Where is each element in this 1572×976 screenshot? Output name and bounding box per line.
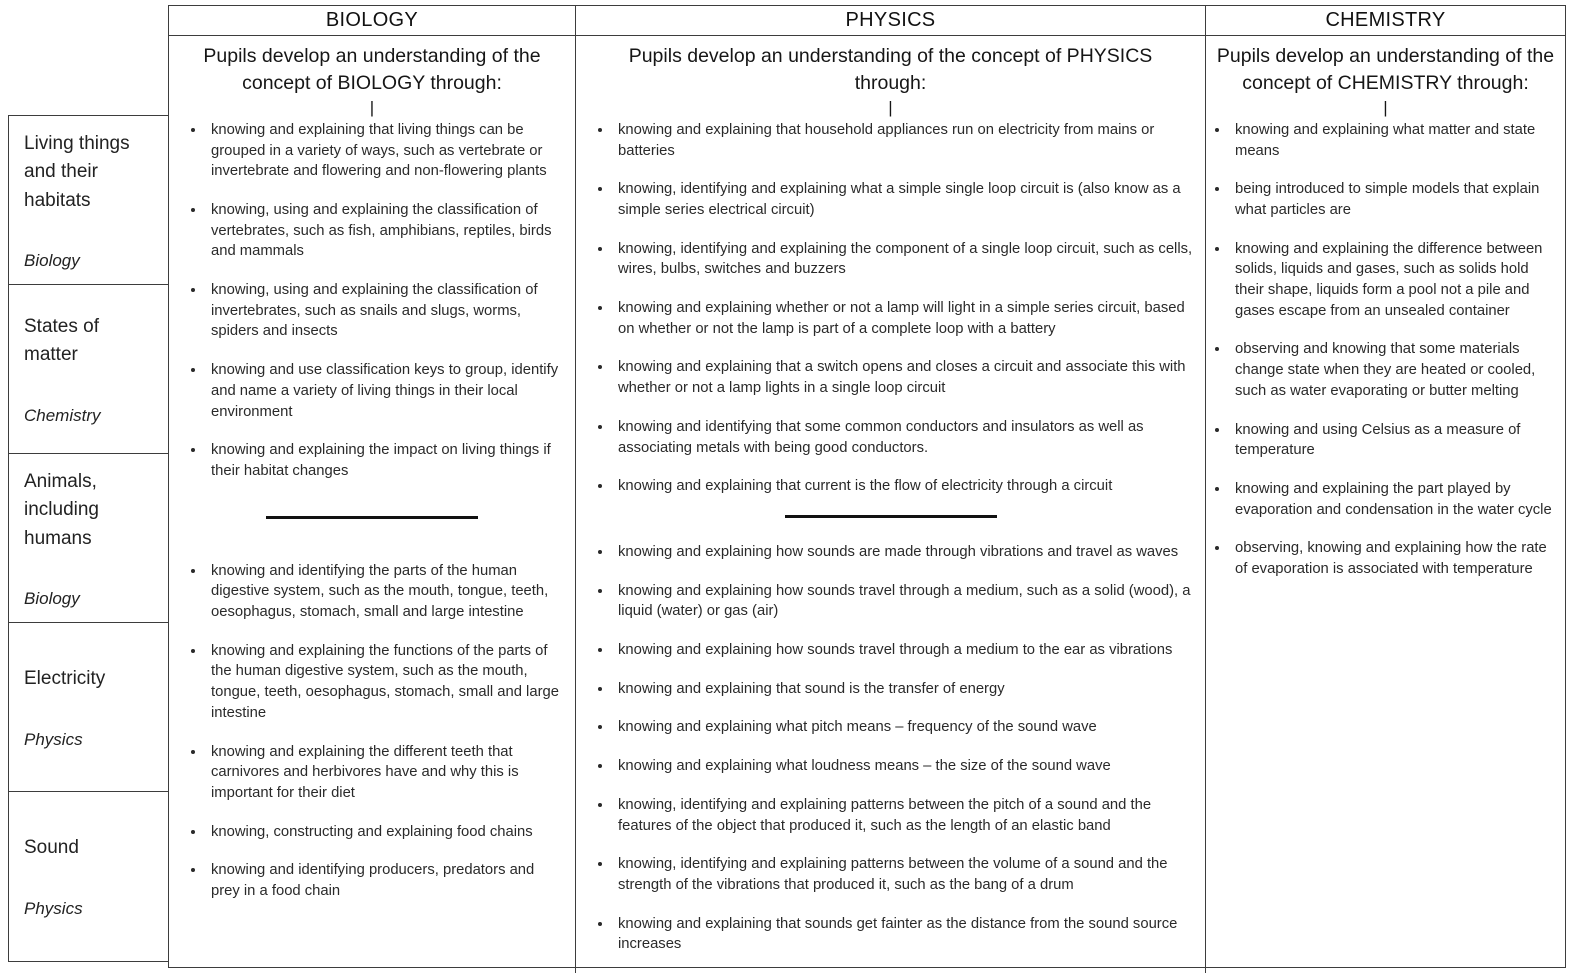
- bullet-item: • knowing and explaining how sounds travel through a medium to the ear as vibrations: [613, 640, 1193, 661]
- section-divider: [785, 515, 997, 518]
- column-biology: [169, 6, 575, 973]
- bullet-item: • knowing and explaining the part played by evaporation and condensation in the water cycle: [1230, 479, 1553, 520]
- bullet-item: • knowing and using Celsius as a measure of temperature: [1230, 420, 1553, 461]
- bullet-item: • knowing and explaining that sound is the transfer of energy: [613, 679, 1193, 700]
- bullet-item: • knowing and explaining the functions of the parts of the human digestive system, such as the mouth, tongue, teeth, oesophagus, stomach, small and large intestine: [206, 641, 563, 724]
- topic-title: Living things and their habitats: [24, 132, 130, 211]
- topic-box-electricity: [8, 622, 169, 793]
- topic-box-living-things: [8, 115, 169, 286]
- column-physics: [575, 6, 1205, 973]
- connector-bar: |: [888, 97, 893, 117]
- bullet-item: • knowing and explaining whether or not a lamp will light in a simple series circuit, based on whether or not the lamp is part of a complete loop with a battery: [613, 298, 1193, 339]
- bullet-item: • knowing and explaining that sounds get fainter as the distance from the sound source increases: [613, 914, 1193, 955]
- bullet-item: • knowing, identifying and explaining the component of a single loop circuit, such as cells, wires, bulbs, switches and buzzers: [613, 239, 1193, 280]
- bullet-item: • knowing and explaining that household appliances run on electricity from mains or batteries: [613, 120, 1193, 161]
- topic-title: Animals, including humans: [24, 470, 99, 549]
- subjects-table: [168, 5, 1566, 968]
- topic-subject: Chemistry: [24, 405, 101, 425]
- bullet-item: • knowing and identifying producers, predators and prey in a food chain: [206, 860, 563, 901]
- topic-title: States of matter: [24, 315, 99, 366]
- section-divider: [266, 516, 478, 519]
- column-body-chemistry: [1206, 36, 1565, 973]
- column-header-biology: BIOLOGY: [169, 6, 575, 36]
- connector-bar: |: [1383, 97, 1388, 117]
- bullet-item: • knowing, identifying and explaining what a simple single loop circuit is (also know as a simple series electrical circuit): [613, 179, 1193, 220]
- connector-bar: |: [369, 97, 375, 117]
- bullet-item: • knowing, using and explaining the classification of vertebrates, such as fish, amphibians, reptiles, birds and mammals: [206, 200, 563, 262]
- bullet-list-biology-top: [179, 120, 565, 482]
- bullet-item: • observing and knowing that some materials change state when they are heated or cooled, such as water evaporating or butter melting: [1230, 339, 1553, 401]
- topic-title: Electricity: [24, 668, 106, 690]
- bullet-item: • knowing, constructing and explaining food chains: [206, 822, 563, 843]
- bullet-list-chemistry: [1216, 120, 1555, 580]
- column-subtitle-biology: Pupils develop an understanding of the concept of BIOLOGY through:: [203, 45, 541, 94]
- bullet-item: • knowing, identifying and explaining patterns between the pitch of a sound and the features of the object that produced it, such as the length of an elastic band: [613, 795, 1193, 836]
- bullet-item: • knowing and explaining what loudness means – the size of the sound wave: [613, 756, 1193, 777]
- topic-sidebar: [8, 115, 169, 962]
- topic-box-animals-humans: [8, 453, 169, 624]
- bullet-list-physics-top: [586, 120, 1195, 497]
- bullet-item: • knowing and explaining that a switch opens and closes a circuit and associate this with whether or not a lamp lights in a single loop circuit: [613, 357, 1193, 398]
- bullet-item: • knowing and explaining how sounds travel through a medium, such as a solid (wood), a liquid (water) or gas (air): [613, 581, 1193, 622]
- topic-subject: Biology: [24, 589, 80, 609]
- bullet-item: • observing, knowing and explaining how the rate of evaporation is associated with temperature: [1230, 538, 1553, 579]
- column-chemistry: [1205, 6, 1565, 973]
- bullet-item: • knowing, using and explaining the classification of invertebrates, such as snails and slugs, worms, spiders and insects: [206, 280, 563, 342]
- bullet-item: • being introduced to simple models that explain what particles are: [1230, 179, 1553, 220]
- bullet-item: • knowing and explaining how sounds are made through vibrations and travel as waves: [613, 542, 1193, 563]
- bullet-list-biology-bottom: [179, 561, 565, 902]
- bullet-item: • knowing and explaining what matter and state means: [1230, 120, 1553, 161]
- column-header-physics: PHYSICS: [576, 6, 1205, 36]
- topic-box-states-of-matter: [8, 284, 169, 455]
- bullet-item: • knowing and explaining that current is the flow of electricity through a circuit: [613, 476, 1193, 497]
- topic-subject: Biology: [24, 251, 80, 271]
- column-header-chemistry: CHEMISTRY: [1206, 6, 1565, 36]
- column-body-biology: [169, 36, 575, 973]
- topic-title: Sound: [24, 837, 79, 859]
- bullet-item: • knowing and explaining the impact on living things if their habitat changes: [206, 440, 563, 481]
- bullet-item: • knowing and explaining the different teeth that carnivores and herbivores have and why this is important for their diet: [206, 742, 563, 804]
- bullet-item: • knowing and explaining what pitch means – frequency of the sound wave: [613, 717, 1193, 738]
- bullet-item: • knowing and explaining the difference between solids, liquids and gases, such as solids hold their shape, liquids form a pool not a pile and gases escape from an unsealed container: [1230, 239, 1553, 322]
- bullet-item: • knowing and identifying that some common conductors and insulators as well as associating metals with being good conductors.: [613, 417, 1193, 458]
- bullet-item: • knowing, identifying and explaining patterns between the volume of a sound and the strength of the vibrations that produced it, such as the bang of a drum: [613, 854, 1193, 895]
- bullet-list-physics-bottom: [586, 542, 1195, 955]
- bullet-item: • knowing and explaining that living things can be grouped in a variety of ways, such as vertebrate or invertebrate and flowering and non-flowering plants: [206, 120, 563, 182]
- column-body-physics: [576, 36, 1205, 973]
- topic-subject: Physics: [24, 898, 83, 918]
- column-subtitle-chemistry: Pupils develop an understanding of the concept of CHEMISTRY through:: [1216, 45, 1555, 94]
- topic-subject: Physics: [24, 729, 83, 749]
- topic-box-sound: [8, 791, 169, 962]
- column-subtitle-physics: Pupils develop an understanding of the concept of PHYSICS through:: [628, 45, 1153, 94]
- bullet-item: • knowing and use classification keys to group, identify and name a variety of living things in their local environment: [206, 360, 563, 422]
- bullet-item: • knowing and identifying the parts of the human digestive system, such as the mouth, tongue, teeth, oesophagus, stomach, small and large intestine: [206, 561, 563, 623]
